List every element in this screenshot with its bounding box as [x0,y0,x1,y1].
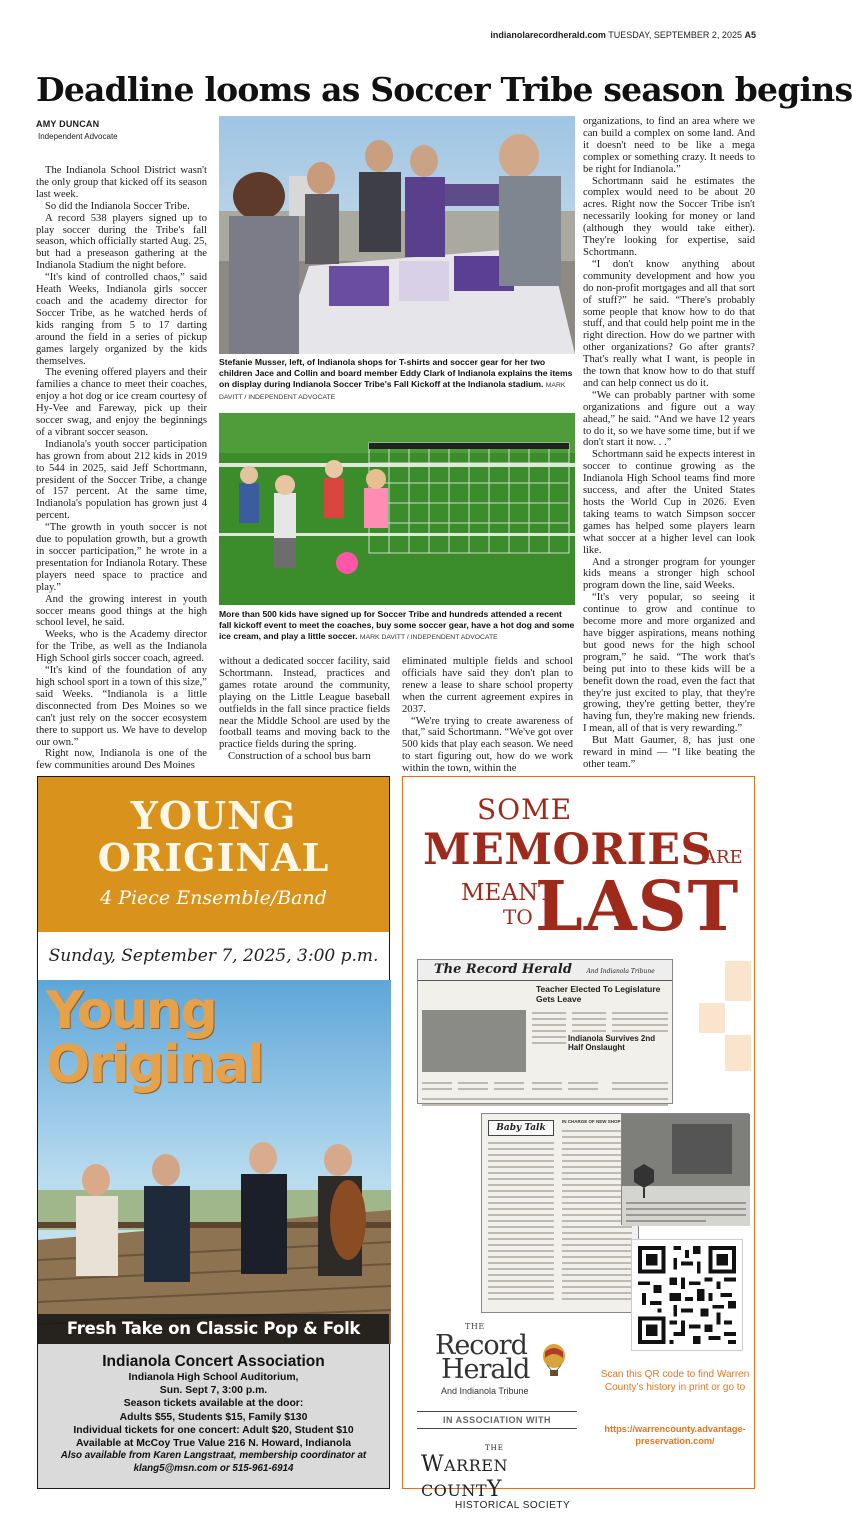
paragraph: “I don't know anything about community development and how you do non-profit mortgages and all that sort of stuff?” he said. “There's probably some people that know how to do that stuff, and that could help point me in the right direction. How do we partner with other organizations? Go after grants? That's really what I want, is people in the town that know how to do that stuff and can help connect us do it. [583,258,755,389]
paragraph: So did the Indianola Soccer Tribe. [45,200,190,212]
paragraph: Right now, Indianola is one of the few communities around Des Moines [36,748,207,772]
article-column-1 [36,165,207,772]
folio-date: TUESDAY, SEPTEMBER 2, 2025 [608,30,742,40]
paragraph: “We can probably partner with some organizations and figure out a way ahead,” he said. “And we have 12 years to do it, so we have some time, but if we don't start it now. . .” [583,389,755,449]
concert-ad-band-photo [38,980,389,1344]
paragraph: without a dedicated soccer facility, said Schortmann. Instead, practices and games rotate around the community, playing on the Little League baseball outfields in the fall since practice fields near the Middle School are used by the football teams and moving back to the practice fields during the spring. [219,656,390,751]
qr-url-link[interactable]: https://warrencounty.advantage-preservation.com/ [604,1424,746,1446]
qr-code[interactable] [631,1239,743,1351]
concert-ad-info [38,1344,389,1488]
paragraph: “It's very popular, so seeing it continue to grow and continue to become more and more organized and have bigger aspirations, means nothing but good news for the high school program,” he said. “The work that's being put into to these kids will be a benefit down the road, even the fact that they're just excited to play, that they're growing, they're getting better, they're having fun, they're making new friends. I mean, all of that is very rewarding.” [583,592,755,735]
title-meant: MEANT [461,880,554,906]
concert-org-name: Indianola Concert Association [102,1353,325,1370]
logo-herald: Herald [441,1354,530,1385]
caption-text: More than 500 kids have signed up for Soccer Tribe and hundreds attended a recent fall kickoff event to meet the coaches, buy some soccer gear, have a hot dog and some ice cream, and play a little soccer. [219,609,575,641]
photo-caption-2 [219,609,575,643]
concert-venue: Indianola High School Auditorium, [128,1372,299,1383]
caption-text: Stefanie Musser, left, of Indianola shops for T-shirts and soccer gear for her two children Jace and Collin and board member Eddy Clark of Indianola explains the items on display during Indianola Soccer Tribe's Fall Kickoff at the Indianola stadium. [219,357,573,389]
concert-ad-tagline: Fresh Take on Classic Pop & Folk [38,1314,389,1344]
clipping-masthead-sub: And Indianola Tribune [586,968,655,975]
decor-block [725,1035,751,1071]
clipping-new-shop-header: IN CHARGE OF NEW SHOP [562,1119,621,1124]
concert-prices: Adults $55, Students $15, Family $130 [119,1411,308,1423]
wc-historical-society: HISTORICAL SOCIETY [455,1500,571,1511]
title-some: SOME [477,793,573,826]
paragraph: Construction of a school bus barn [228,751,371,763]
wc-name-w: W [421,1452,445,1477]
title-memories: MEMORIES [423,825,713,875]
article-column-4 [583,116,755,771]
newspaper-clipping-front-page [417,959,673,1104]
concert-advertisement [37,776,390,1489]
clipping-masthead [418,960,672,981]
paragraph: Schortmann said he estimates the complex would need to be about 20 acres. Right now the Soccer Tribe isn't necessarily looking for money or land (although they would take either). They're looking for expertise, said Schortmann. [583,175,755,258]
wc-the: THE [485,1444,504,1452]
qr-code-icon [638,1246,736,1344]
title-are: ARE [703,847,743,868]
paragraph: Schortmann said he expects interest in soccer to continue growing as the Indianola High School teams find more success, and after the United States hosts the World Cup in 2026. Even taking teams to watch Simpson soccer games has helped some players learn what soccer at a higher level can look like. [583,449,755,556]
photo-credit: MARK DAVITT / INDEPENDENT ADVOCATE [219,382,566,401]
logo-the: THE [465,1322,485,1331]
memories-title [403,777,754,947]
byline-title: Independent Advocate [38,132,118,141]
concert-ad-title-line1: YOUNG [130,793,297,838]
qr-instructions: Scan this QR code to find Warren County's history in print or go to [600,1369,750,1393]
concert-time: Sun. Sept 7, 3:00 p.m. [159,1385,268,1397]
concert-ad-date: Sunday, September 7, 2025, 3:00 p.m. [38,932,389,980]
paragraph: Indianola's youth soccer participation has grown from about 212 kids in 2019 to 544 in 2025, said Jeff Schortmann, president of the Soccer Tribe, a change of 157 percent. At the same time, Indianola's population has grown just 4 percent. [36,438,207,522]
photo-soccer-gear-table-image [219,116,575,354]
photo-kids-playing-soccer-image [219,413,575,605]
paragraph: The evening offered players and their families a chance to meet their coaches, enjoy a hot dog or ice cream courtesy of Hy-Vee and Fareway, pick up their soccer swag, and enjoy the beginnings of a vibrant soccer season. [36,367,207,438]
folio-page: A5 [744,30,756,40]
photo-caption-1 [219,357,575,403]
title-last: LAST [535,867,740,947]
concert-ad-subtitle: 4 Piece Ensemble/Band [100,887,327,909]
paragraph: “The growth in youth soccer is not due to population growth, but a growth in soccer participation,” he wrote in a presentation for Indianola Rotary. These players need space to practice and play.” [36,522,207,593]
clipping-masthead-title: The Record Herald [434,962,572,977]
paragraph: organizations, to find an area where we can build a complex on some land. And it doesn't need to be like a mega complex or something crazy. It needs to be right for Indianola.” [583,116,755,175]
concert-ad-title-line2: ORIGINAL [97,835,330,880]
clipping-body [418,1006,674,1116]
paragraph: “We're trying to create awareness of that,” said Schortmann. “We've got over 500 kids that play each season. We need to start figuring out, how do we work within the town, within the [402,715,573,775]
concert-season-tickets: Season tickets available at the door: [123,1398,304,1410]
page-folio [490,30,756,40]
folio-site: indianolarecordherald.com [490,30,606,40]
band-photo-text-original: Original [46,1035,263,1095]
paragraph: eliminated multiple fields and school officials have said they don't plan to renew a lease to share school property when the current agreement expires in 2037. [402,656,573,715]
paragraph: And the growing interest in youth soccer means good things at the high school level, he said. [36,593,207,629]
clipping-columns [482,1114,640,1314]
paragraph: Weeks, who is the Academy director for the Tribe, as well as the Indianola High School girls soccer coach, agreed. [36,629,207,665]
record-herald-logo [423,1322,573,1402]
concert-also-available: Also available from Karen Langstraat, membership coordinator at [60,1450,367,1462]
article-headline: Deadline looms as Soccer Tribe season begins [36,70,852,109]
band-photo-text-young: Young [46,981,216,1041]
newspaper-clipping-stop-photo [621,1113,749,1225]
byline-author: AMY DUNCAN [36,119,100,129]
paragraph: And a stronger program for younger kids means a stronger high school program down the line, said Weeks. [583,556,755,592]
concert-ticket-location: Available at McCoy True Value 216 N. Howard, Indianola [75,1438,352,1450]
byline [36,119,118,141]
concert-individual-tickets: Individual tickets for one concert: Adult $20, Student $10 [73,1424,354,1436]
photo-credit: MARK DAVITT / INDEPENDENT ADVOCATE [359,634,498,641]
wc-name-rest: ARREN COUNT [421,1456,508,1500]
paragraph: “It's kind of the foundation of any high school sport in a town of this size,” said Weeks. “Indianola is a little disconnected from Des Moines so we can't just rely on the soccer ecosystem there to support us. We have to develop our own.” [36,665,207,748]
clipping-stop-photo-image [622,1114,750,1226]
paragraph: “It's kind of controlled chaos,” said Heath Weeks, Indianola girls soccer coach and the academy director for Soccer Tribe, as he watched herds of kids ranging from 5 to 17 darting around the field in a series of pickup games largely organized by the kids themselves. [36,272,207,367]
paragraph: The Indianola School District wasn't the only group that kicked off its season last week. [36,165,207,200]
warren-county-historical-society-logo [421,1444,591,1511]
decor-block [725,961,751,1001]
concert-ad-header [38,777,389,932]
in-association-with: IN ASSOCIATION WITH [417,1411,577,1429]
wc-name [421,1452,591,1502]
photo-soccer-gear-table [219,116,575,354]
photo-kids-playing-soccer [219,413,575,605]
clipping-subhead: Indianola Survives 2nd Half Onslaught [568,1034,656,1052]
logo-subtitle: And Indianola Tribune [441,1386,529,1396]
memories-advertisement [402,776,755,1511]
concert-contact: klang5@msn.com or 515-961-6914 [133,1462,294,1474]
hot-air-balloon-icon [541,1344,567,1378]
decor-block [699,1003,725,1033]
logo-record: Record [435,1330,527,1361]
clipping-baby-talk-box: Baby Talk [488,1120,554,1136]
clipping-headline: Teacher Elected To Legislature Gets Leave [536,984,661,1004]
wc-name-y: Y [487,1477,503,1502]
paragraph: But Matt Gaumer, 8, has just one reward in mind — “I like beating the other team.” [583,735,755,770]
article-column-2 [219,656,390,763]
title-to: TO [503,905,533,929]
paragraph: A record 538 players signed up to play soccer during the Tribe's fall season, which officially started Aug. 25, but had a preseason gathering at the Indianola Stadium the night before. [36,212,207,272]
newspaper-clipping-baby-talk [481,1113,639,1313]
article-column-3 [402,656,573,775]
